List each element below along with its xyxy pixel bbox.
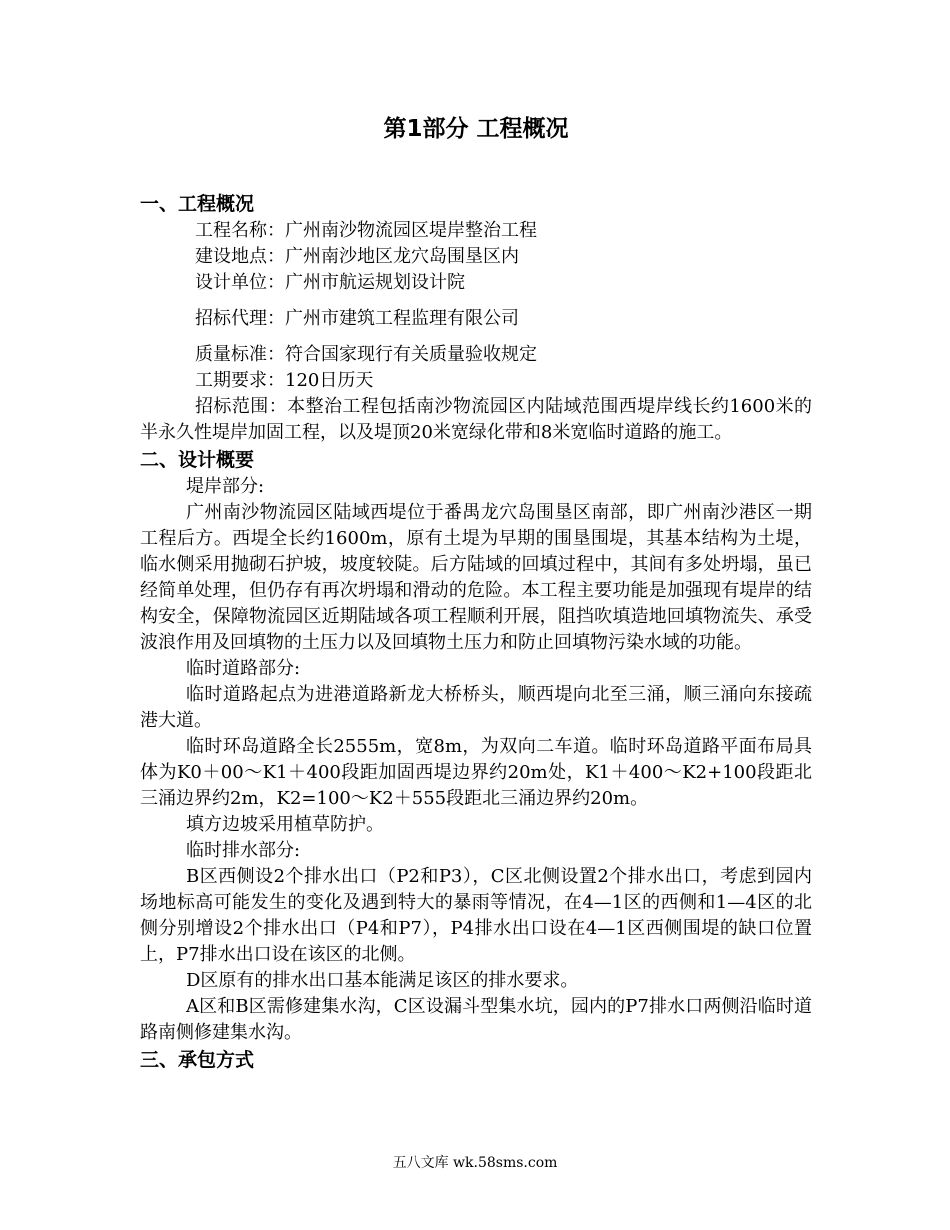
field-label: 质量标准：	[195, 344, 285, 365]
drain-paragraph-2: D区原有的排水出口基本能满足该区的排水要求。	[186, 970, 579, 991]
road-paragraph-2: 临时环岛道路全长2555m，宽8m，为双向二车道。临时环岛道路平面布局具体为K0＋00～K1＋400段距加固西堤边界约20m处，K1＋400～K2+100段距北三涌边界约2m，K2=100～K2＋555段距北三涌边界约20m。	[140, 736, 812, 809]
drain-paragraph-1: B区西侧设2个排水出口（P2和P3），C区北侧设置2个排水出口，考虑到园内场地标高可能发生的变化及遇到特大的暴雨等情况，在4—1区的西侧和1—4区的北侧分别增设2个排水出口（P4和P7），P4排水出口设在4—1区西侧围堤的缺口位置上，P7排水出口设在该区的北侧。	[140, 866, 812, 965]
field-label: 招标代理：	[195, 308, 285, 329]
document-body	[140, 190, 812, 1074]
page-title: 第1部分 工程概况	[383, 116, 569, 142]
tender-scope-paragraph	[140, 394, 812, 446]
field-design-unit	[140, 270, 812, 296]
field-value: 本整治工程包括南沙物流园区内陆域范围西堤岸线长约1600米的半永久性堤岸加固工程，以及堤顶20米宽绿化带和8米宽临时道路的施工。	[140, 396, 813, 443]
field-value: 符合国家现行有关质量验收规定	[285, 344, 537, 365]
field-value: 广州南沙物流园区堤岸整治工程	[285, 220, 537, 241]
road-paragraph-3: 填方边坡采用植草防护。	[186, 814, 384, 835]
field-label: 工程名称：	[195, 220, 285, 241]
drain-paragraph-3: A区和B区需修建集水沟，C区设漏斗型集水坑，园内的P7排水口两侧沿临时道路南侧修建集水沟。	[140, 996, 812, 1043]
field-label: 建设地点：	[195, 246, 285, 267]
section-2-heading: 二、设计概要	[140, 449, 255, 471]
footer-watermark: 五八文库 wk.58sms.com	[392, 1155, 558, 1171]
field-value: 广州市建筑工程监理有限公司	[285, 308, 519, 329]
field-label: 工期要求：	[195, 370, 285, 391]
field-value: 广州南沙地区龙穴岛围垦区内	[285, 246, 519, 267]
field-label: 招标范围：	[195, 396, 288, 417]
road-paragraph-1: 临时道路起点为进港道路新龙大桥桥头，顺西堤向北至三涌，顺三涌向东接疏港大道。	[140, 684, 812, 731]
field-value: 120日历天	[285, 370, 374, 391]
field-duration	[140, 368, 812, 394]
bank-subheading: 堤岸部分:	[186, 476, 265, 497]
road-subheading: 临时道路部分:	[186, 658, 301, 679]
field-quality-standard	[140, 342, 812, 368]
bank-paragraph: 广州南沙物流园区陆域西堤位于番禺龙穴岛围垦区南部，即广州南沙港区一期工程后方。西堤全长约1600m，原有土堤为早期的围垦围堤，其基本结构为土堤，临水侧采用抛砌石护坡，坡度较陡。后方陆域的回填过程中，其间有多处坍塌，虽已经简单处理，但仍存有再次坍塌和滑动的危险。本工程主要功能是加强现有堤岸的结构安全，保障物流园区近期陆域各项工程顺利开展，阻挡吹填造地回填物流失、承受波浪作用及回填物的土压力以及回填物土压力和防止回填物污染水域的功能。	[140, 502, 812, 653]
section-3-heading: 三、承包方式	[140, 1049, 255, 1071]
field-project-name	[140, 218, 812, 244]
section-1-heading: 一、工程概况	[140, 193, 255, 215]
field-label: 设计单位：	[195, 272, 285, 293]
field-location	[140, 244, 812, 270]
drain-subheading: 临时排水部分:	[186, 840, 301, 861]
field-tender-agent	[140, 306, 812, 332]
field-value: 广州市航运规划设计院	[285, 272, 465, 293]
